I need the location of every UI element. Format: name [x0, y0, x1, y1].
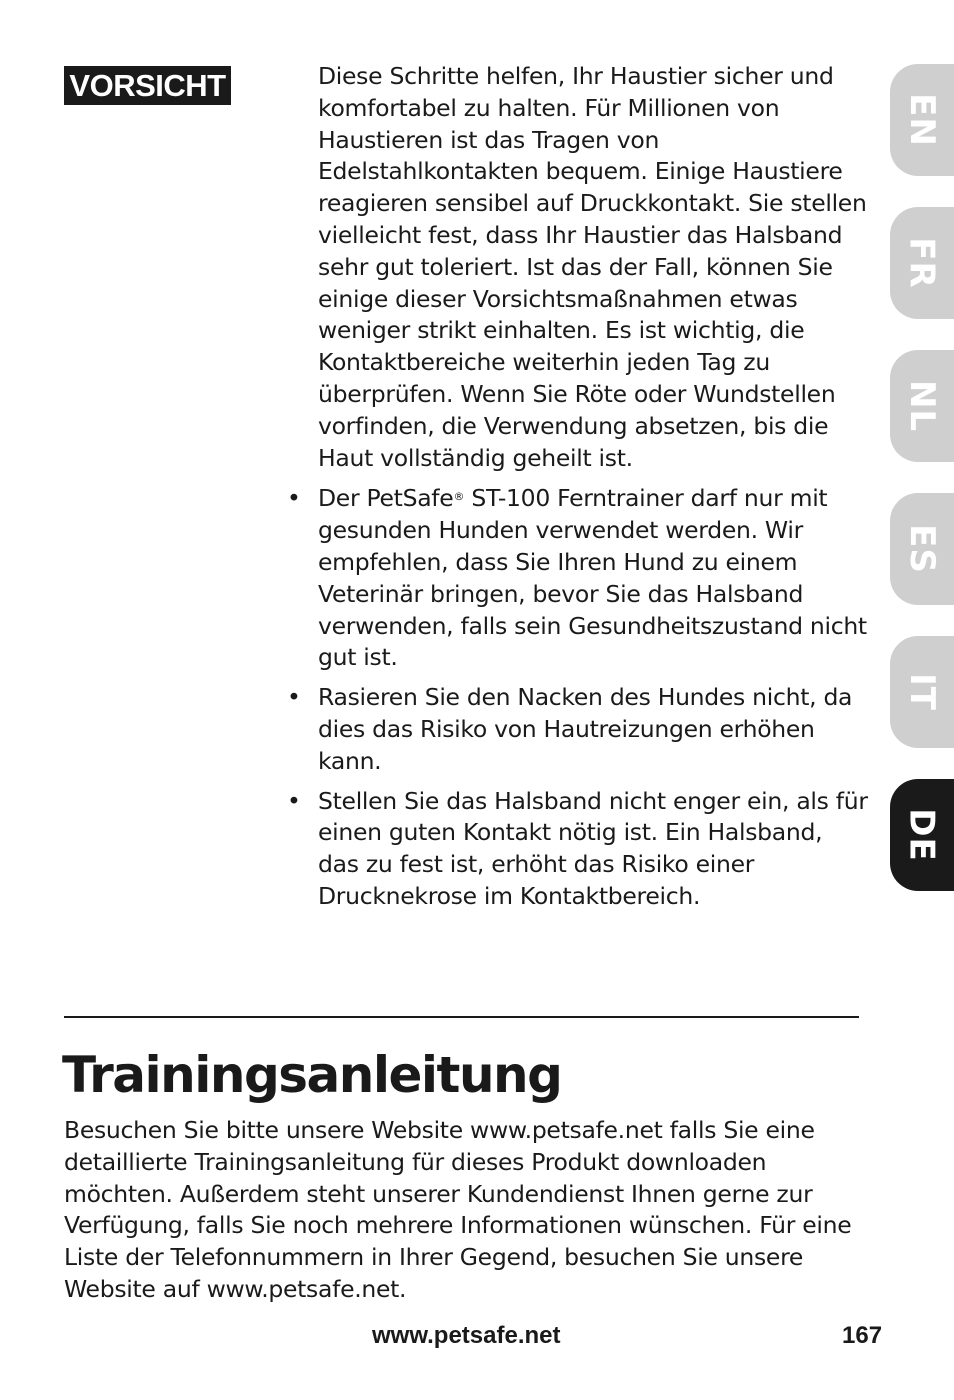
registered-mark: ®: [453, 490, 465, 504]
bullet-icon: •: [287, 484, 301, 513]
bullet-text-start: Der PetSafe: [318, 484, 454, 513]
language-tab-it[interactable]: [890, 636, 954, 748]
language-tab-label: NL: [902, 379, 942, 433]
caution-label: VORSICHT: [64, 66, 231, 105]
bullet-icon: •: [287, 683, 301, 712]
language-tab-de[interactable]: [890, 779, 954, 891]
bullet-text: Rasieren Sie den Nacken des Hundes nicht, da dies das Risiko von Hautreizungen erhöhen kann.: [318, 683, 853, 775]
page-number: 167: [842, 1322, 883, 1349]
language-tab-fr[interactable]: [890, 207, 954, 319]
training-body: Besuchen Sie bitte unsere Website www.petsafe.net falls Sie eine detaillierte Trainingsanleitung für dieses Produkt downloaden möchten. Außerdem steht unserer Kundendienst Ihnen gerne zur Verfügung, falls Sie noch mehrere Informationen wünschen. Für eine Liste der Telefonnummern in Ihrer Gegend, besuchen Sie unsere Website auf www.petsafe.net.: [64, 1116, 852, 1303]
section-divider: [64, 1016, 859, 1018]
bullet-item: [287, 682, 868, 777]
caution-bullet-list: [287, 483, 868, 912]
language-tab-nl[interactable]: [890, 350, 954, 462]
caution-intro: Diese Schritte helfen, Ihr Haustier sicher und komfortabel zu halten. Für Millionen von Haustieren ist das Tragen von Edelstahlkontakten bequem. Einige Haustiere reagieren sensibel auf Druckkontakt. Sie stellen vielleicht fest, dass Ihr Haustier das Halsband sehr gut toleriert. Ist das der Fall, können Sie einige dieser Vorsichtsmaßnahmen etwas weniger strikt einhalten. Es ist wichtig, die Kontaktbereiche weiterhin jeden Tag zu überprüfen. Wenn Sie Röte oder Wundstellen vorfinden, die Verwendung absetzen, bis die Haut vollständig geheilt ist.: [318, 62, 867, 472]
language-tab-label: IT: [902, 673, 942, 711]
language-tab-label: FR: [902, 237, 942, 289]
language-tab-label: DE: [901, 808, 942, 862]
language-tab-en[interactable]: [890, 64, 954, 176]
footer-url: www.petsafe.net: [372, 1322, 561, 1349]
language-tab-label: ES: [902, 524, 942, 574]
bullet-icon: •: [287, 786, 301, 815]
language-tab-es[interactable]: [890, 493, 954, 605]
bullet-item: [287, 483, 868, 674]
bullet-text: Stellen Sie das Halsband nicht enger ein, als für einen guten Kontakt nötig ist. Ein Halsband, das zu fest ist, erhöht das Risiko einer Drucknekrose im Kontaktbereich.: [318, 786, 868, 910]
language-tab-label: EN: [902, 93, 942, 147]
bullet-text-end: ST-100 Ferntrainer darf nur mit gesunden Hunden verwendet werden. Wir empfehlen, dass Sie Ihren Hund zu einem Veterinär bringen, bevor Sie das Halsband verwenden, falls sein Gesundheitszustand nicht gut ist.: [318, 484, 867, 672]
section-title: Trainingsanleitung: [62, 1046, 562, 1104]
bullet-item: [287, 786, 868, 913]
caution-section: [287, 61, 868, 921]
